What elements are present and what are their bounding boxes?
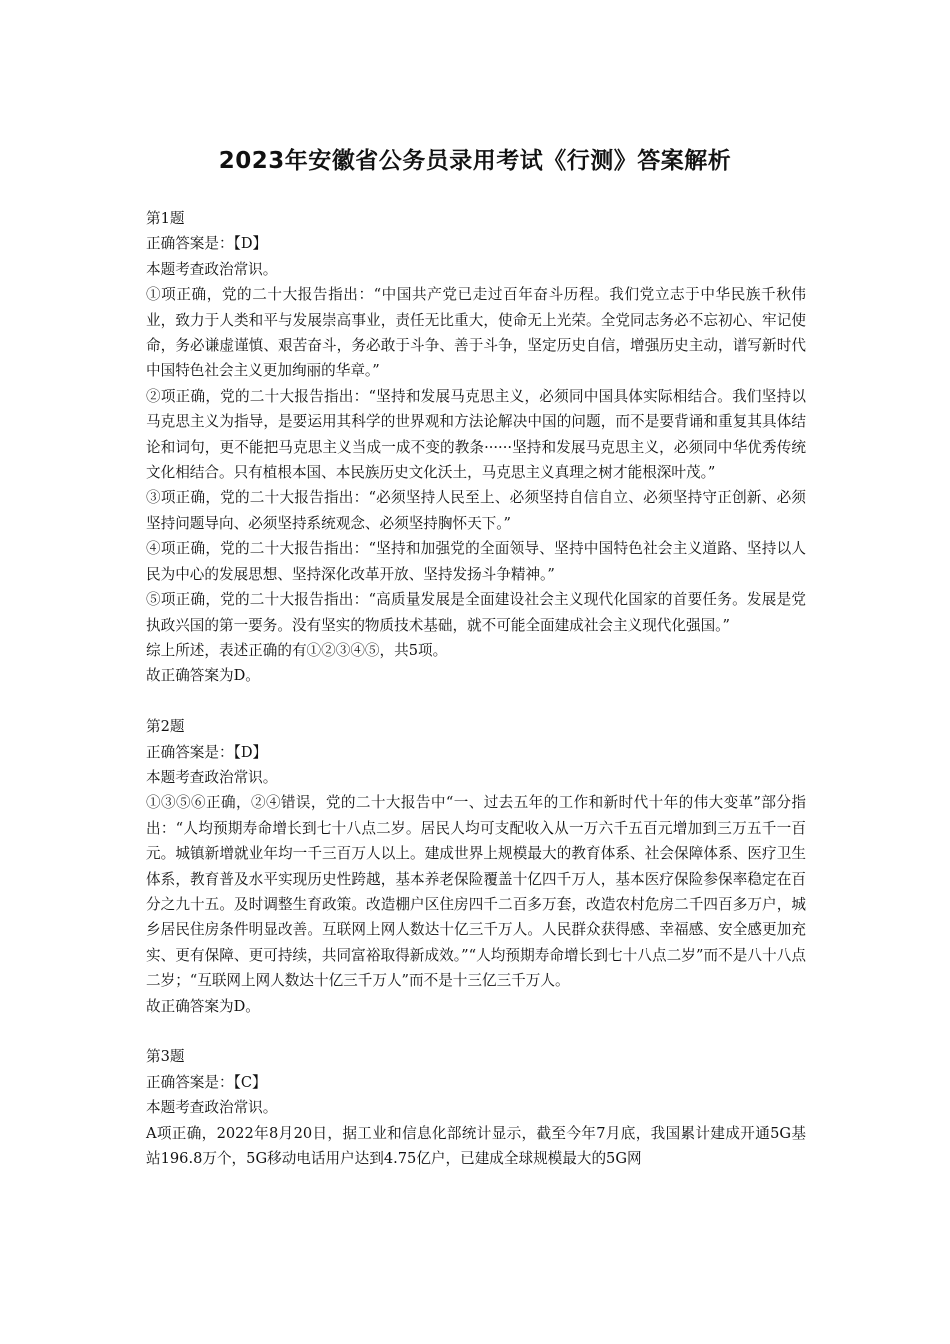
explanation-paragraph: ③项正确，党的二十大报告指出：“必须坚持人民至上、必须坚持自信自立、必须坚持守正创新、必须坚持问题导向、必须坚持系统观念、必须坚持胸怀天下。”	[146, 489, 806, 532]
correct-answer: 正确答案是：【D】	[146, 743, 268, 761]
section-spacer	[146, 689, 806, 714]
question-heading: 第3题	[146, 1048, 185, 1066]
question-heading: 第2题	[146, 718, 185, 736]
question-topic: 本题考查政治常识。	[146, 260, 278, 278]
explanation-paragraph: A项正确，2022年8月20日，据工业和信息化部统计显示，截至今年7月底，我国累计建成开通5G基站196.8万个，5G移动电话用户达到4.75亿户，已建成全球规模最大的5G网	[146, 1124, 806, 1167]
question-2	[146, 714, 806, 1019]
explanation-paragraph: ①③⑤⑥正确，②④错误，党的二十大报告中“一、过去五年的工作和新时代十年的伟大变革”部分指出：“人均预期寿命增长到七十八点二岁。居民人均可支配收入从一万六千五百元增加到三万五千一百元。城镇新增就业年均一千三百万人以上。建成世界上规模最大的教育体系、社会保障体系、医疗卫生体系，教育普及水平实现历史性跨越，基本养老保险覆盖十亿四千万人，基本医疗保险参保率稳定在百分之九十五。及时调整生育政策。改造棚户区住房四千二百多万套，改造农村危房二千四百多万户，城乡居民住房条件明显改善。互联网上网人数达十亿三千万人。人民群众获得感、幸福感、安全感更加充实、更有保障、更可持续，共同富裕取得新成效。”“人均预期寿命增长到七十八点二岁”而不是八十八点二岁；“互联网上网人数达十亿三千万人”而不是十三亿三千万人。	[146, 794, 806, 990]
section-spacer	[146, 1019, 806, 1044]
question-topic: 本题考查政治常识。	[146, 1099, 278, 1117]
question-heading: 第1题	[146, 210, 185, 227]
question-topic: 本题考查政治常识。	[146, 768, 278, 786]
explanation-paragraph: ②项正确，党的二十大报告指出：“坚持和发展马克思主义，必须同中国具体实际相结合。我们坚持以马克思主义为指导，是要运用其科学的世界观和方法论解决中国的问题，而不是要背诵和重复其具体结论和词句，更不能把马克思主义当成一成不变的教条······坚持和发展马克思主义，必须同中华优秀传统文化相结合。只有植根本国、本民族历史文化沃土，马克思主义真理之树才能根深叶茂。”	[146, 387, 806, 482]
conclusion-paragraph: 故正确答案为D。	[146, 997, 260, 1015]
explanation-paragraph: ④项正确，党的二十大报告指出：“坚持和加强党的全面领导、坚持中国特色社会主义道路、坚持以人民为中心的发展思想、坚持深化改革开放、坚持发扬斗争精神。”	[146, 540, 806, 583]
correct-answer: 正确答案是：【C】	[146, 1073, 267, 1091]
explanation-paragraph: ⑤项正确，党的二十大报告指出：“高质量发展是全面建设社会主义现代化国家的首要任务。发展是党执政兴国的第一要务。没有坚实的物质技术基础，就不可能全面建成社会主义现代化强国。”	[146, 591, 806, 634]
question-1	[146, 206, 806, 689]
conclusion-paragraph: 故正确答案为D。	[146, 667, 260, 685]
document-title: 2023年安徽省公务员录用考试《行测》答案解析	[218, 148, 732, 174]
document-body	[146, 206, 806, 1171]
explanation-paragraph: ①项正确，党的二十大报告指出：“中国共产党已走过百年奋斗历程。我们党立志于中华民族千秋伟业，致力于人类和平与发展崇高事业，责任无比重大，使命无上光荣。全党同志务必不忘初心、牢记使命，务必谦虚谨慎、艰苦奋斗，务必敢于斗争、善于斗争，坚定历史自信，增强历史主动，谱写新时代中国特色社会主义更加绚丽的华章。”	[146, 286, 806, 380]
correct-answer: 正确答案是：【D】	[146, 235, 268, 253]
summary-paragraph: 综上所述，表述正确的有①②③④⑤，共5项。	[146, 641, 448, 659]
question-3	[146, 1044, 806, 1171]
